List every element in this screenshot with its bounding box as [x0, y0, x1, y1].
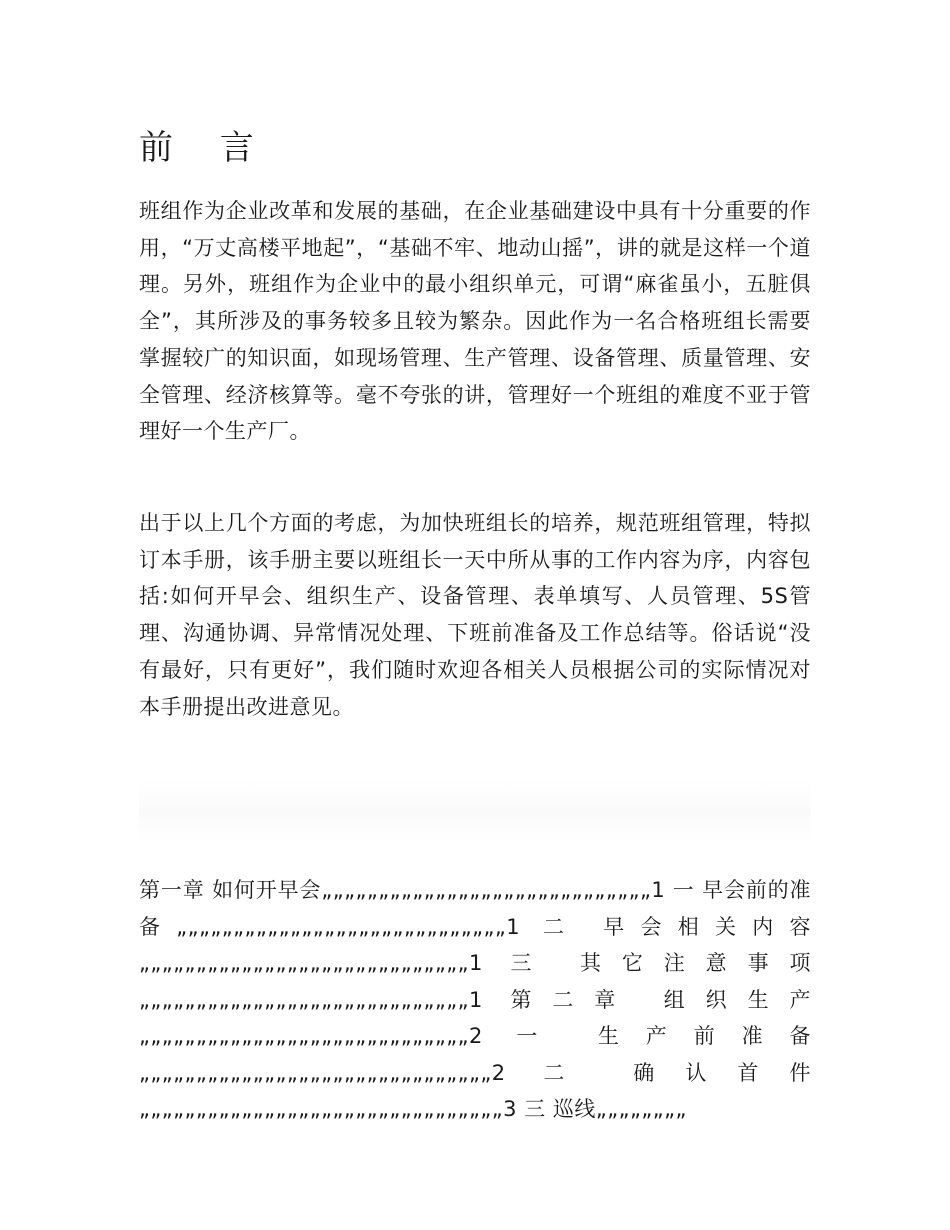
table-of-contents: 第一章 如何开早会„„„„„„„„„„„„„„„„„„„„„„„„„„„„„1 一 早会前的准备„„„„„„„„„„„„„„„„„„„„„„„„„„„„„1 二 早会相关内容„„„„„„„„„„„„„„„„„„„„„„„„„„„„„1 三 其它注意事项„„„„„„„„„„„„„„„„„„„„„„„„„„„„„1 第二章 组织生产„„„„„„„„„„„„„„„„„„„„„„„„„„„„„2 一 生产前准备„„„„„„„„„„„„„„„„„„„„„„„„„„„„„„„2 二 确认首件„„„„„„„„„„„„„„„„„„„„„„„„„„„„„„„„3 三 巡线„„„„„„„„ [139, 878, 811, 1121]
preface-paragraph: 出于以上几个方面的考虑，为加快班组长的培养，规范班组管理，特拟订本手册，该手册主要以班组长一天中所从事的工作内容为序，内容包括:如何开早会、组织生产、设备管理、表单填写、人员管理、5S管理、沟通协调、异常情况处理、下班前准备及工作总结等。俗话说“没有最好，只有更好”，我们随时欢迎各相关人员根据公司的实际情况对本手册提出改进意见。 [139, 511, 811, 719]
preface-paragraph: 班组作为企业改革和发展的基础，在企业基础建设中具有十分重要的作用，“万丈高楼平地起”，“基础不牢、地动山摇”，讲的就是这样一个道理。另外，班组作为企业中的最小组织单元，可谓“麻雀虽小，五脏俱全”，其所涉及的事务较多且较为繁杂。因此作为一名合格班组长需要掌握较广的知识面，如现场管理、生产管理、设备管理、质量管理、安全管理、经济核算等。毫不夸张的讲，管理好一个班组的难度不亚于管理好一个生产厂。 [139, 199, 811, 444]
page-title: 前 言 [139, 128, 272, 168]
page-divider [139, 780, 811, 844]
